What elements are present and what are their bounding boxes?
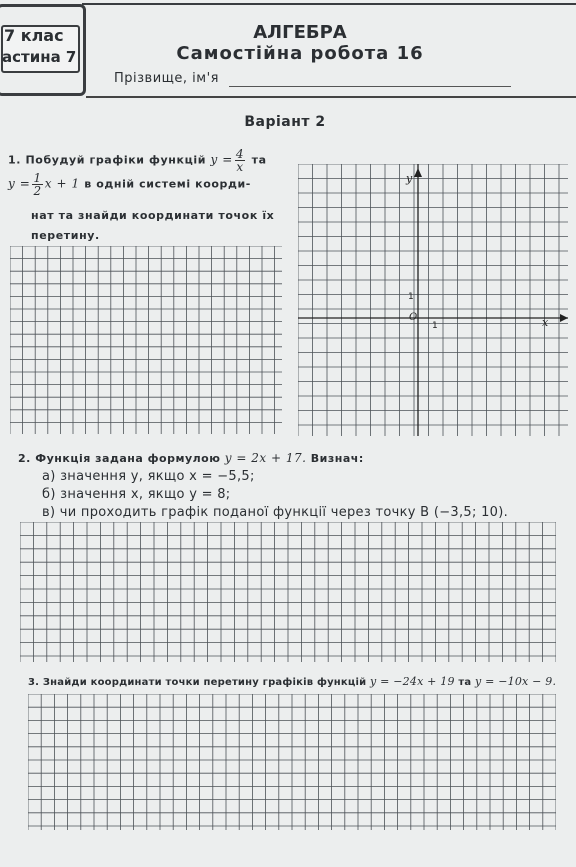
func2-lhs: y =	[8, 176, 31, 191]
grade-label: 7 клас	[4, 26, 64, 45]
header-rule	[86, 96, 576, 98]
part-label: астина 7	[2, 48, 77, 66]
task1-text-c: в одній системі коорди-	[84, 177, 251, 191]
y-tick-one-label: 1	[408, 292, 414, 302]
subject-title: АЛГЕБРА	[253, 22, 347, 43]
func1-denominator: x	[236, 160, 244, 174]
func2-fraction	[32, 172, 42, 197]
task2-number: 2.	[18, 452, 31, 465]
top-rule	[82, 3, 576, 5]
x-axis-label: x	[542, 316, 549, 329]
task2-item-a: а) значення y, якщо x = −5,5;	[42, 469, 255, 484]
func1-numerator: 4	[235, 147, 245, 161]
task1-line3: нат та знайди координати точок їх	[31, 209, 275, 222]
func2-rhs: x + 1	[44, 176, 80, 191]
name-label: Прізвище, ім'я	[114, 71, 219, 86]
y-axis-arrow-icon	[414, 168, 422, 177]
func1-fraction	[235, 148, 245, 173]
task3-number: 3.	[28, 677, 40, 688]
func2-denominator: 2	[33, 184, 42, 198]
task1-coordinate-grid	[298, 164, 568, 436]
task2-intro-text: Функція задана формулою	[35, 452, 221, 465]
task2-intro-end: Визнач:	[310, 452, 364, 465]
func2-numerator: 1	[33, 171, 42, 185]
task3-and: та	[458, 677, 472, 688]
task3-formula1: y = −24x + 19	[370, 675, 455, 688]
task2-formula: y = 2x + 17.	[224, 451, 307, 465]
task1-number: 1.	[8, 153, 22, 167]
task2-item-b: б) значення x, якщо y = 8;	[42, 487, 231, 502]
task2-item-c: в) чи проходить графік поданої функції через точку B (−3,5; 10).	[42, 505, 509, 520]
work-title: Самостійна робота 16	[176, 43, 424, 64]
task1-text-a: Побудуй графіки функцій	[25, 153, 207, 167]
task3-work-grid	[28, 694, 556, 830]
task1-line4: перетину.	[31, 229, 100, 242]
task2-intro	[18, 451, 364, 465]
task3-intro: Знайди координати точки перетину графіків функцій	[42, 677, 367, 688]
task1-work-grid	[10, 246, 282, 434]
x-axis-arrow-icon	[560, 314, 568, 322]
task1-line1	[8, 148, 267, 173]
name-input-line	[229, 86, 511, 87]
origin-label: O	[409, 312, 418, 323]
task3-formula2: y = −10x − 9.	[475, 675, 557, 688]
task3-text	[28, 675, 556, 688]
task2-work-grid	[20, 522, 556, 662]
y-axis-label: y	[406, 172, 413, 185]
func1-lhs: y =	[210, 152, 233, 167]
x-tick-one-label: 1	[432, 321, 438, 331]
task1-text-b: та	[251, 153, 267, 167]
task1-line2	[8, 172, 251, 197]
variant-title: Варіант 2	[244, 114, 326, 130]
